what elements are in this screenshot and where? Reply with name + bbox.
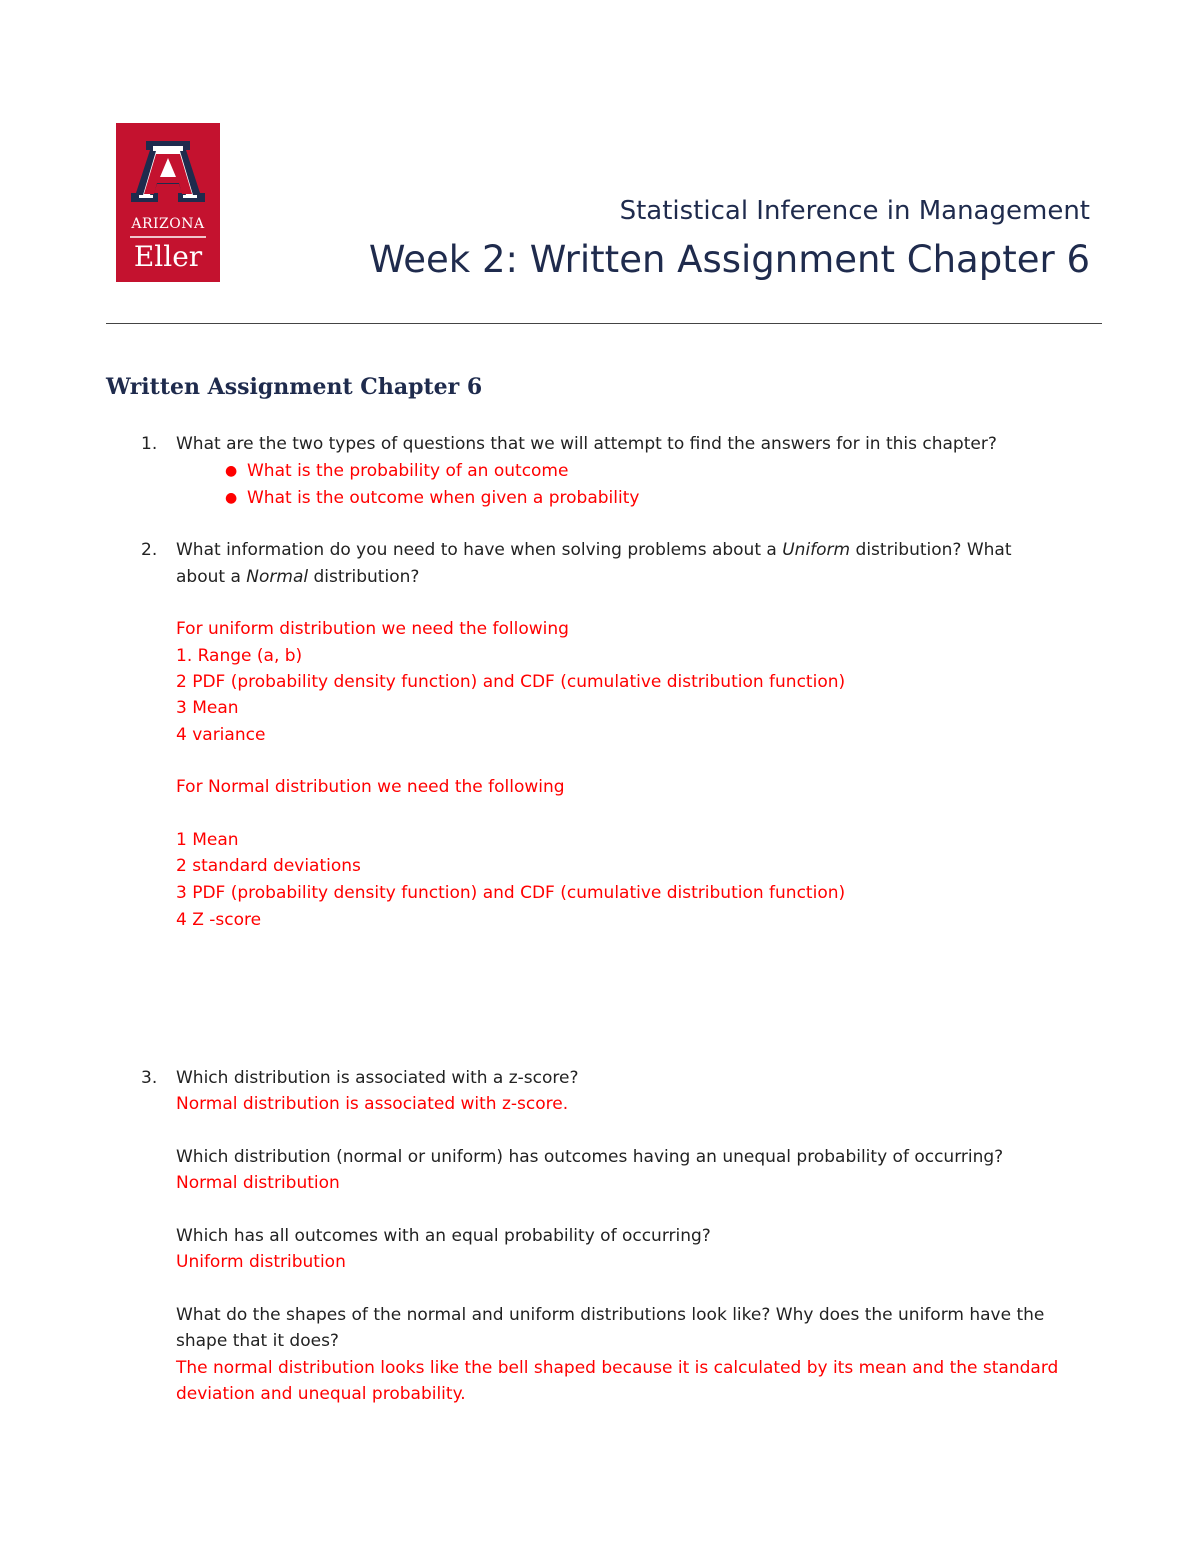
q3-answer-d-line1: The normal distribution looks like the bell shaped because it is calculated by its mean and the standard xyxy=(176,1358,1059,1378)
header-divider xyxy=(106,323,1102,324)
q2-normal-item: 3 PDF (probability density function) and CDF (cumulative distribution function) xyxy=(176,883,846,903)
q2-uniform-item: 2 PDF (probability density function) and CDF (cumulative distribution function) xyxy=(176,672,846,692)
q3-question-c: Which has all outcomes with an equal probability of occurring? xyxy=(176,1226,711,1246)
q1-question: What are the two types of questions that we will attempt to find the answers for in this chapter? xyxy=(176,434,997,454)
page-title: Week 2: Written Assignment Chapter 6 xyxy=(368,238,1090,281)
q2-uniform-item: 3 Mean xyxy=(176,698,239,718)
q3-question-d-line2: shape that it does? xyxy=(176,1331,339,1351)
q3-question-b: Which distribution (normal or uniform) has outcomes having an unequal probability of occurring? xyxy=(176,1147,1004,1167)
q3-number: 3. xyxy=(141,1068,158,1088)
logo-eller-text: Eller xyxy=(133,240,203,273)
q3-answer-a: Normal distribution is associated with z-score. xyxy=(176,1094,569,1114)
q2-uniform-heading: For uniform distribution we need the following xyxy=(176,619,569,639)
q2-normal-item: 2 standard deviations xyxy=(176,856,361,876)
q1-number: 1. xyxy=(141,434,158,454)
q3-question-a: Which distribution is associated with a z-score? xyxy=(176,1068,579,1088)
q3-question-d-line1: What do the shapes of the normal and uniform distributions look like? Why does the uniform have the xyxy=(176,1305,1045,1325)
q3-answer-d-line2: deviation and unequal probability. xyxy=(176,1384,466,1404)
bullet-icon: ● xyxy=(225,463,238,479)
q2-question-line2: about a Normal distribution? xyxy=(176,567,420,587)
q2-question-line1: What information do you need to have when solving problems about a Uniform distribution? What xyxy=(176,540,1012,560)
q2-uniform-item: 1. Range (a, b) xyxy=(176,646,303,666)
q1-answer-1: What is the probability of an outcome xyxy=(247,461,569,481)
bullet-icon: ● xyxy=(225,490,238,506)
q2-uniform-item: 4 variance xyxy=(176,725,266,745)
arizona-eller-logo xyxy=(116,123,220,282)
q1-answer-2: What is the outcome when given a probability xyxy=(247,488,640,508)
course-name: Statistical Inference in Management xyxy=(619,196,1090,226)
logo-arizona-text: ARIZONA xyxy=(131,216,205,232)
q2-normal-heading: For Normal distribution we need the following xyxy=(176,777,565,797)
q2-normal-item: 1 Mean xyxy=(176,830,239,850)
q2-number: 2. xyxy=(141,540,158,560)
section-title: Written Assignment Chapter 6 xyxy=(106,374,483,400)
q3-answer-b: Normal distribution xyxy=(176,1173,340,1193)
q3-answer-c: Uniform distribution xyxy=(176,1252,346,1272)
q2-normal-item: 4 Z -score xyxy=(176,910,262,930)
